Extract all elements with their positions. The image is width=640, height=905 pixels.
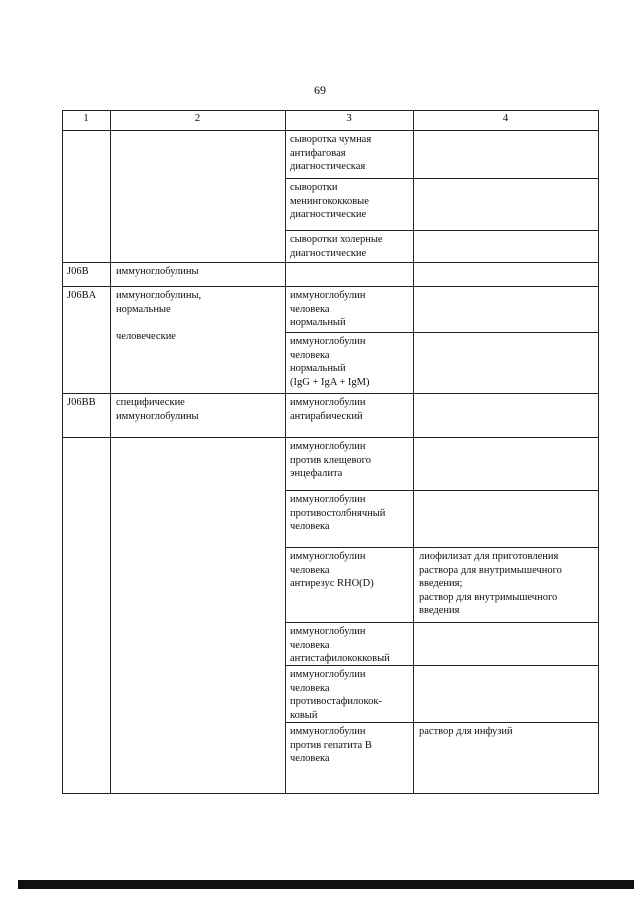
table-column-line-2 (285, 110, 286, 794)
table-header-cell-2: 2 (194, 112, 201, 124)
anatomic-group: иммуноглобулины, нормальные человеческие (116, 290, 202, 342)
table-border-top (62, 110, 599, 111)
table-header-cell-4: 4 (502, 112, 509, 124)
dosage-form: лиофилизат для приготовления раствора для внутримышечного введения; раствор для внутримышечного введения (419, 551, 562, 616)
table-header-separator (62, 130, 599, 131)
anatomic-group: специфические иммуноглобулины (116, 397, 199, 422)
drug-name: иммуноглобулин антирабический (290, 397, 366, 422)
drug-name: сыворотки холерные диагностические (290, 234, 383, 259)
drug-name: сыворотка чумная антифаговая диагностическая (290, 134, 372, 172)
page-number: 69 (314, 83, 326, 97)
atc-code: J06BB (67, 397, 96, 408)
table-column-line-4 (598, 110, 599, 794)
drug-name: иммуноглобулин противостолбнячный человека (290, 494, 386, 532)
drug-name: иммуноглобулин человека антирезус RHO(D) (290, 551, 374, 589)
table-header-cell-1: 1 (83, 112, 89, 124)
bottom-bar (18, 880, 634, 889)
table-column-line-1 (110, 110, 111, 794)
drug-name: иммуноглобулин против гепатита В человека (290, 726, 372, 764)
anatomic-group: иммуноглобулины (116, 266, 199, 277)
drug-name: иммуноглобулин человека нормальный (290, 290, 366, 328)
table-column-line-0 (62, 110, 63, 794)
atc-code: J06B (67, 266, 89, 277)
table-column-line-3 (413, 110, 414, 794)
table-header-cell-3: 3 (346, 112, 352, 124)
drug-name: иммуноглобулин человека противостафилокок- ковый (290, 669, 382, 721)
drug-name: иммуноглобулин против клещевого энцефалита (290, 441, 371, 479)
drug-name: сыворотки менингококковые диагностические (290, 182, 369, 220)
atc-code: J06BA (67, 290, 97, 301)
dosage-form: раствор для инфузий (419, 726, 513, 737)
drug-name: иммуноглобулин человека нормальный (IgG + IgA + IgM) (290, 336, 370, 388)
drug-name: иммуноглобулин человека антистафилококковый (290, 626, 390, 664)
